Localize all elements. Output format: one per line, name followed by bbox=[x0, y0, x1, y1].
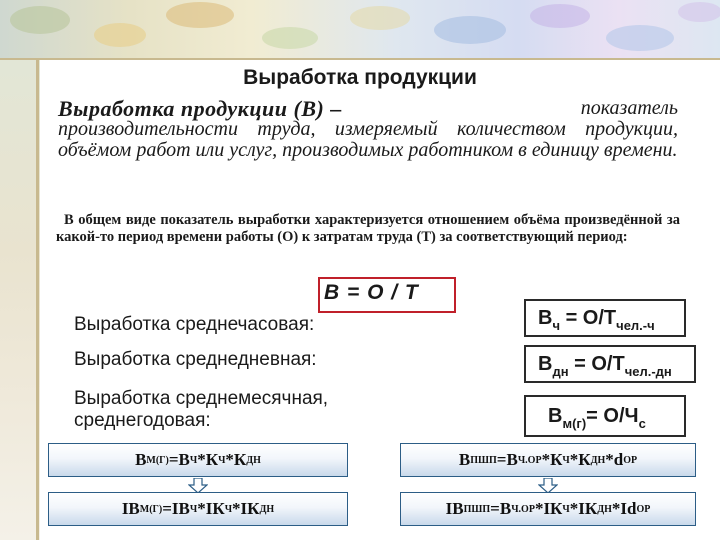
row-label-monthly-line1: Выработка среднемесячная, bbox=[74, 388, 329, 409]
formula-output-per-worker: В М(Г) =В Ч *К Ч *К ДН bbox=[48, 443, 348, 477]
formula-daily: $В_{дн} = О/Т_{чел.-дн}$ bbox=[538, 353, 672, 379]
main-formula-box bbox=[318, 277, 456, 313]
formula-monthly: $В_{м(г)}= О/Ч_с$ bbox=[548, 405, 646, 431]
formula-index-ppp: IВ ПШП =В Ч.ОР *IК Ч *IК ДН *Id ОР bbox=[400, 492, 696, 526]
row-label-hourly: Выработка среднечасовая: bbox=[74, 314, 315, 335]
formula-box-daily bbox=[524, 345, 696, 383]
definition-text: производительности труда, измеряемый количеством продукции, объёмом работ или услуг, производимых работником в единицу времени. bbox=[58, 118, 678, 161]
main-formula: В = О / Т bbox=[324, 281, 419, 304]
formula-index-per-worker: IВ М(Г) =IВ Ч *IК Ч *IК ДН bbox=[48, 492, 348, 526]
slide-title: Выработка продукции bbox=[243, 66, 477, 89]
definition-first-line bbox=[58, 98, 678, 119]
banner-divider bbox=[0, 58, 720, 60]
definition-first-line-end: показатель bbox=[580, 97, 678, 119]
row-label-monthly-line2: среднегодовая: bbox=[74, 410, 211, 431]
formula-box-monthly bbox=[524, 395, 686, 437]
formula-box-hourly bbox=[524, 299, 686, 337]
row-label-daily: Выработка среднедневная: bbox=[74, 349, 317, 370]
decorative-sidebar bbox=[0, 60, 40, 540]
sidebar-divider bbox=[36, 60, 39, 540]
definition-paragraph bbox=[58, 98, 678, 161]
explanation-paragraph: В общем виде показатель выработки характеризуется отношением объёма произведённой за какой-то период времени работы (О) к затратам труда (Т) за соответствующий период: bbox=[56, 212, 680, 245]
formula-hourly: $В_ч = О/Т_{чел.-ч}$ bbox=[538, 307, 655, 333]
row-label-monthly bbox=[74, 388, 328, 432]
definition-term: Выработка продукции (В) – bbox=[58, 96, 342, 121]
decorative-banner bbox=[0, 0, 720, 60]
leaf-pattern-image bbox=[0, 0, 720, 60]
formula-output-ppp: В ПШП =В Ч.ОР *К Ч *К ДН *d ОР bbox=[400, 443, 696, 477]
